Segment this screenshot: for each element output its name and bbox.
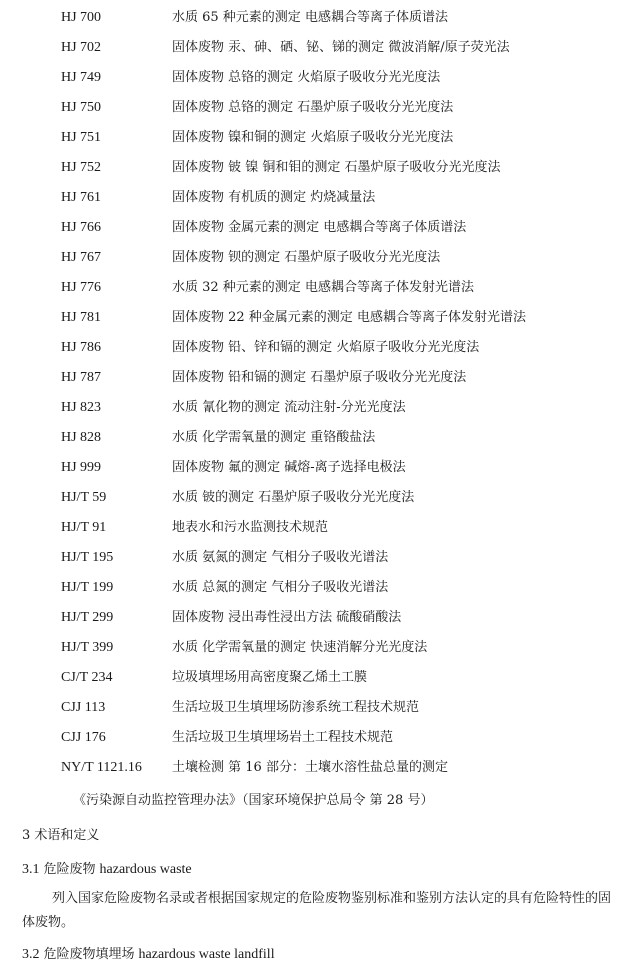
- reference-title: 固体废物 有机质的测定 灼烧减量法: [172, 190, 376, 205]
- reference-row: [0, 365, 640, 395]
- reference-title: 固体废物 铅和镉的测定 石墨炉原子吸收分光光度法: [172, 370, 467, 385]
- reference-row: [0, 515, 640, 545]
- reference-row: [0, 95, 640, 125]
- reference-code: HJ 750: [61, 100, 102, 115]
- reference-title: 生活垃圾卫生填埋场防渗系统工程技术规范: [172, 700, 420, 715]
- reference-code: HJ 702: [61, 40, 102, 55]
- reference-title: 水质 氰化物的测定 流动注射-分光光度法: [172, 400, 406, 415]
- reference-title: 水质 总氮的测定 气相分子吸收光谱法: [172, 580, 389, 595]
- reference-code: HJ 766: [61, 220, 102, 235]
- reference-title: 水质 化学需氧量的测定 快速消解分光光度法: [172, 640, 428, 655]
- reference-title: 土壤检测 第 16 部分：土壤水溶性盐总量的测定: [172, 760, 448, 775]
- term-number: 3.1: [22, 862, 40, 877]
- reference-row: [0, 5, 640, 35]
- reference-code: HJ 767: [61, 250, 102, 265]
- reference-title: 水质 化学需氧量的测定 重铬酸盐法: [172, 430, 376, 445]
- reference-row: [0, 245, 640, 275]
- reference-code: CJJ 176: [61, 730, 106, 745]
- reference-code: HJ 776: [61, 280, 102, 295]
- reference-row: [0, 185, 640, 215]
- reference-title: 固体废物 金属元素的测定 电感耦合等离子体质谱法: [172, 220, 467, 235]
- reference-title: 固体废物 氟的测定 碱熔-离子选择电极法: [172, 460, 406, 475]
- reference-row: [0, 305, 640, 335]
- reference-row: [0, 425, 640, 455]
- reference-code: HJ 781: [61, 310, 102, 325]
- term-name-en: hazardous waste landfill: [138, 947, 275, 962]
- term-name-cn: 危险废物: [43, 862, 96, 877]
- reference-code: HJ/T 91: [61, 520, 107, 535]
- reference-row: [0, 635, 640, 665]
- reference-row: [0, 215, 640, 245]
- reference-row: [0, 65, 640, 95]
- reference-title: 水质 32 种元素的测定 电感耦合等离子体发射光谱法: [172, 280, 474, 295]
- reference-code: HJ/T 199: [61, 580, 114, 595]
- reference-code: HJ 999: [61, 460, 102, 475]
- reference-title: 固体废物 镍和铜的测定 火焰原子吸收分光光度法: [172, 130, 454, 145]
- reference-row: [0, 335, 640, 365]
- reference-code: HJ 749: [61, 70, 102, 85]
- reference-code: HJ 828: [61, 430, 102, 445]
- reference-title: 固体废物 钡的测定 石墨炉原子吸收分光光度法: [172, 250, 441, 265]
- reference-code: HJ 752: [61, 160, 102, 175]
- reference-title: 固体废物 22 种金属元素的测定 电感耦合等离子体发射光谱法: [172, 310, 526, 325]
- reference-title: 水质 铍的测定 石墨炉原子吸收分光光度法: [172, 490, 415, 505]
- term-heading: [22, 944, 275, 966]
- term-definition: 列入国家危险废物名录或者根据国家规定的危险废物鉴别标准和鉴别方法认定的具有危险特性的固体废物。: [22, 891, 612, 930]
- reference-row: [0, 155, 640, 185]
- reference-title: 固体废物 浸出毒性浸出方法 硫酸硝酸法: [172, 610, 402, 625]
- reference-row: [0, 755, 640, 785]
- reference-title: 地表水和污水监测技术规范: [172, 520, 329, 535]
- reference-title: 生活垃圾卫生填埋场岩土工程技术规范: [172, 730, 394, 745]
- reference-row: [0, 125, 640, 155]
- term-name-cn: 危险废物填埋场: [43, 947, 135, 962]
- reference-title: 水质 氨氮的测定 气相分子吸收光谱法: [172, 550, 389, 565]
- reference-row: [0, 455, 640, 485]
- reference-code: HJ 761: [61, 190, 102, 205]
- reference-title: 水质 65 种元素的测定 电感耦合等离子体质谱法: [172, 10, 448, 25]
- reference-code: NY/T 1121.16: [61, 760, 142, 775]
- reference-title: 固体废物 总铬的测定 石墨炉原子吸收分光光度法: [172, 100, 454, 115]
- reference-title: 垃圾填埋场用高密度聚乙烯土工膜: [172, 670, 368, 685]
- reference-row: [0, 395, 640, 425]
- reference-title: 固体废物 汞、砷、硒、铋、锑的测定 微波消解/原子荧光法: [172, 40, 510, 55]
- reference-row: [0, 665, 640, 695]
- reference-row: [0, 35, 640, 65]
- reference-code: HJ/T 299: [61, 610, 114, 625]
- reference-code: HJ/T 399: [61, 640, 114, 655]
- reference-title: 固体废物 铅、锌和镉的测定 火焰原子吸收分光光度法: [172, 340, 480, 355]
- reference-row: [0, 485, 640, 515]
- reference-title: 固体废物 总铬的测定 火焰原子吸收分光光度法: [172, 70, 441, 85]
- reference-code: HJ/T 59: [61, 490, 107, 505]
- reference-code: CJ/T 234: [61, 670, 113, 685]
- reference-code: HJ 751: [61, 130, 102, 145]
- reference-code: HJ/T 195: [61, 550, 114, 565]
- reference-row: [0, 545, 640, 575]
- reference-code: HJ 700: [61, 10, 102, 25]
- reference-code: HJ 786: [61, 340, 102, 355]
- term-number: 3.2: [22, 947, 40, 962]
- term-name-en: hazardous waste: [99, 862, 192, 877]
- section-heading: 3 术语和定义: [22, 828, 100, 843]
- reference-row: [0, 275, 640, 305]
- normative-references-list: [0, 5, 640, 785]
- reference-row: [0, 695, 640, 725]
- reference-title: 固体废物 铍 镍 铜和钼的测定 石墨炉原子吸收分光光度法: [172, 160, 501, 175]
- reference-code: HJ 787: [61, 370, 102, 385]
- term-heading: [22, 859, 192, 881]
- reference-row: [0, 605, 640, 635]
- reference-row: [0, 725, 640, 755]
- decree-reference: 《污染源自动监控管理办法》（国家环境保护总局令 第 28 号）: [73, 793, 434, 808]
- reference-code: HJ 823: [61, 400, 102, 415]
- reference-code: CJJ 113: [61, 700, 106, 715]
- reference-row: [0, 575, 640, 605]
